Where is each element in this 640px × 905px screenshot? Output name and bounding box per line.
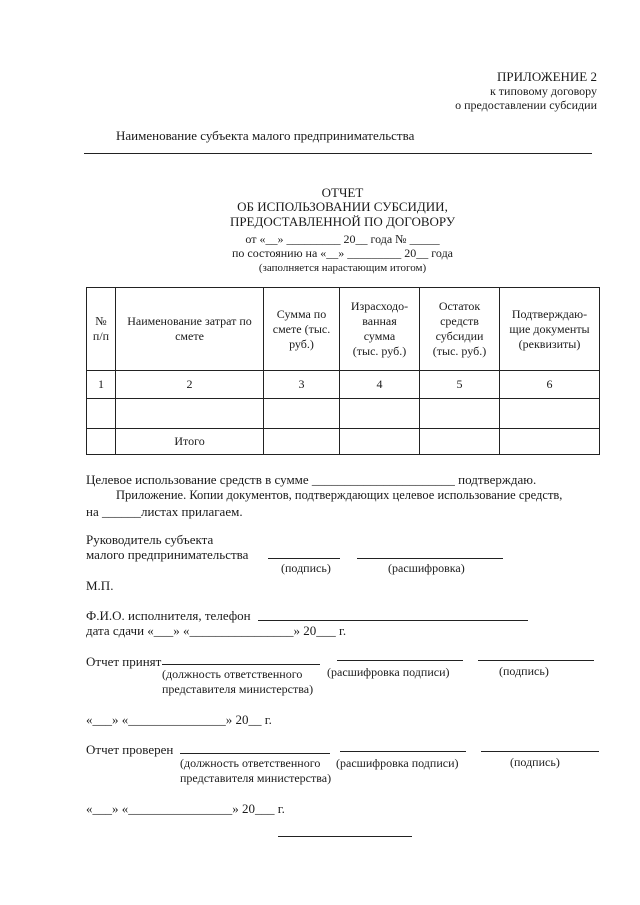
- state-date-line[interactable]: по состоянию на «__» _________ 20__ года: [231, 246, 453, 260]
- checked-decoding-line[interactable]: [340, 751, 466, 752]
- delivery-date-line[interactable]: дата сдачи «___» «________________» 20___ г.: [86, 623, 347, 638]
- column-number-1: 1: [87, 371, 116, 399]
- subject-name-line[interactable]: [84, 153, 592, 154]
- head-decoding-caption: (расшифровка): [388, 561, 465, 575]
- checked-position-caption: (должность ответственного: [180, 756, 321, 770]
- report-title-line-3: ПРЕДОСТАВЛЕННОЙ ПО ДОГОВОРУ: [229, 214, 456, 229]
- head-label-line-2: малого предпринимательства: [86, 547, 249, 562]
- accepted-position-line[interactable]: [162, 664, 320, 665]
- table-cell[interactable]: [116, 399, 264, 429]
- executor-label: Ф.И.О. исполнителя, телефон: [86, 608, 251, 623]
- appendix-line-3: о предоставлении субсидии: [455, 98, 597, 112]
- executor-line[interactable]: [258, 620, 528, 621]
- table-cell[interactable]: [340, 399, 420, 429]
- checked-signature-line[interactable]: [481, 751, 599, 752]
- appendix-title: ПРИЛОЖЕНИЕ 2: [497, 69, 597, 84]
- accepted-position-caption-2: представителя министерства): [162, 682, 314, 696]
- table-cell[interactable]: [500, 429, 600, 455]
- header-number: № п/п: [87, 288, 116, 371]
- table-cell[interactable]: [420, 399, 500, 429]
- column-number-2: 2: [116, 371, 264, 399]
- column-number-3: 3: [264, 371, 340, 399]
- subject-label: Наименование субъекта малого предпринимательства: [116, 128, 415, 143]
- accepted-date-line[interactable]: «___» «_______________» 20__ г.: [86, 712, 272, 727]
- appendix-line-2: к типовому договору: [489, 84, 597, 98]
- header-documents: Подтверждаю- щие документы (реквизиты): [500, 288, 600, 371]
- table-cell[interactable]: [264, 399, 340, 429]
- report-table: [86, 287, 600, 455]
- accepted-label: Отчет принят: [86, 654, 162, 669]
- accepted-position-caption: (должность ответственного: [162, 667, 303, 681]
- table-numbering-row: [87, 371, 600, 399]
- header-estimate-sum: Сумма по смете (тыс. руб.): [264, 288, 340, 371]
- sheets-statement: на ______листах прилагаем.: [86, 504, 243, 519]
- table-cell[interactable]: [87, 399, 116, 429]
- cumulative-note: (заполняется нарастающим итогом): [258, 262, 427, 274]
- appendix-statement: Приложение. Копии документов, подтверждающих целевое использование средств,: [116, 488, 563, 502]
- total-label: Итого: [116, 429, 264, 455]
- head-signature-caption: (подпись): [281, 561, 331, 575]
- table-row: [87, 399, 600, 429]
- table-cell[interactable]: [500, 399, 600, 429]
- report-title-line-2: ОБ ИСПОЛЬЗОВАНИИ СУБСИДИИ,: [237, 199, 448, 214]
- table-total-row: [87, 429, 600, 455]
- accepted-signature-caption: (подпись): [499, 664, 549, 678]
- bottom-line: [278, 836, 412, 837]
- header-remaining: Остаток средств субсидии (тыс. руб.): [420, 288, 500, 371]
- contract-date-line[interactable]: от «__» _________ 20__ года № _____: [245, 232, 440, 246]
- table-cell[interactable]: [264, 429, 340, 455]
- accepted-signature-line[interactable]: [478, 660, 594, 661]
- table-cell[interactable]: [420, 429, 500, 455]
- checked-position-line[interactable]: [180, 753, 330, 754]
- target-use-statement: Целевое использование средств в сумме ______________________ подтверждаю.: [86, 472, 537, 487]
- checked-label: Отчет проверен: [86, 742, 174, 757]
- column-number-4: 4: [340, 371, 420, 399]
- stamp-label: М.П.: [86, 578, 114, 593]
- head-signature-line[interactable]: [268, 558, 340, 559]
- accepted-decoding-caption: (расшифровка подписи): [327, 665, 450, 679]
- report-title: ОТЧЕТ: [321, 185, 364, 200]
- table-cell[interactable]: [87, 429, 116, 455]
- accepted-decoding-line[interactable]: [337, 660, 463, 661]
- header-spent-sum: Израсходо- ванная сумма (тыс. руб.): [340, 288, 420, 371]
- checked-decoding-caption: (расшифровка подписи): [336, 756, 459, 770]
- table-cell[interactable]: [340, 429, 420, 455]
- checked-date-line[interactable]: «___» «________________» 20___ г.: [86, 801, 285, 816]
- head-label-line-1: Руководитель субъекта: [86, 532, 214, 547]
- checked-signature-caption: (подпись): [510, 755, 560, 769]
- column-number-6: 6: [500, 371, 600, 399]
- head-decoding-line[interactable]: [357, 558, 503, 559]
- header-cost-name: Наименование затрат по смете: [116, 288, 264, 371]
- table-header-row: [87, 288, 600, 371]
- checked-position-caption-2: представителя министерства): [180, 771, 332, 785]
- column-number-5: 5: [420, 371, 500, 399]
